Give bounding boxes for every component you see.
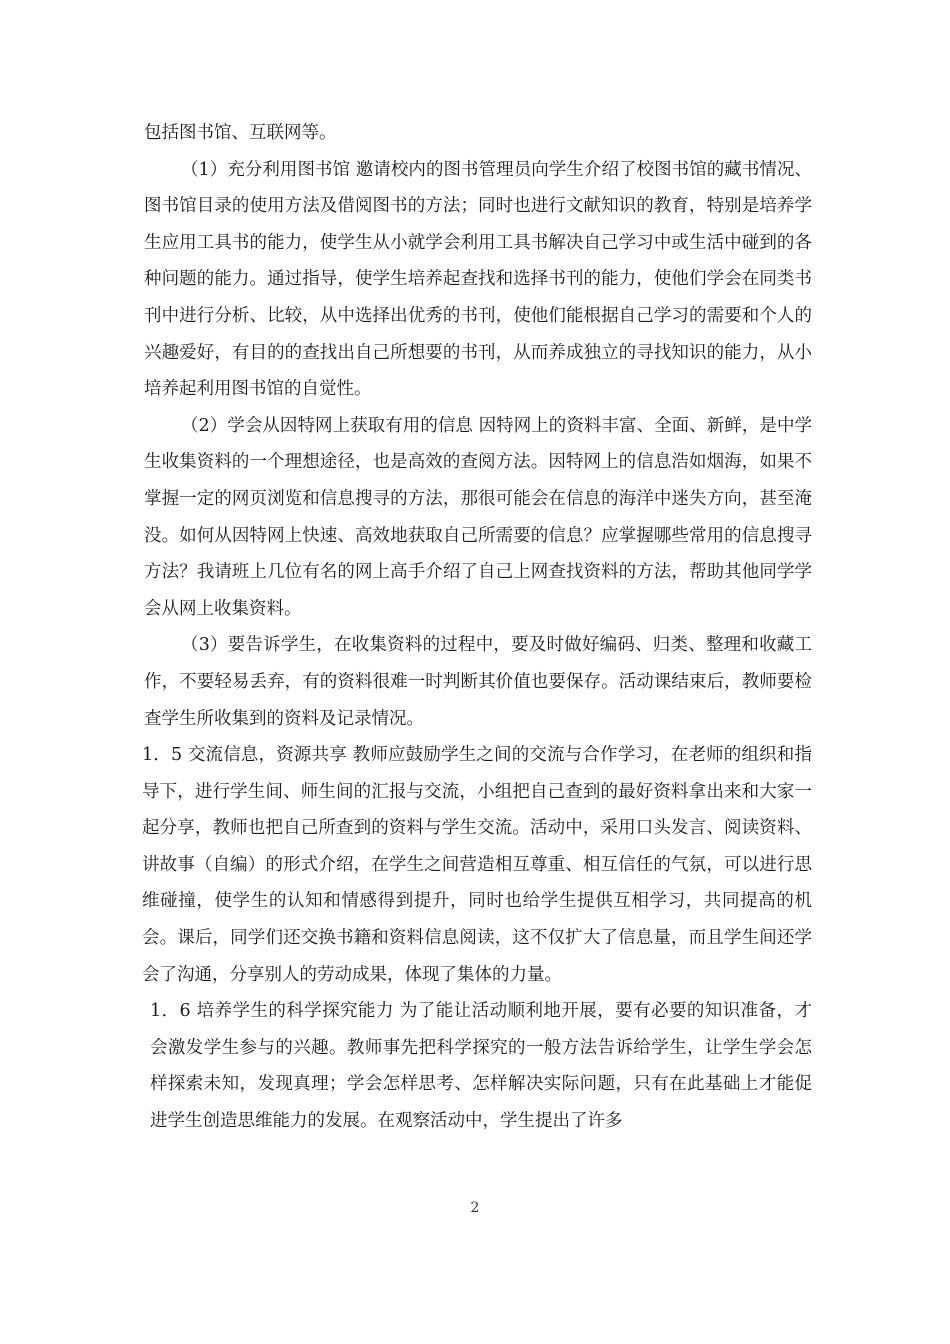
paragraph-continuation: 包括图书馆、互联网等。	[144, 123, 337, 143]
paragraph-archiving: （3）要告诉学生，在收集资料的过程中，要及时做好编码、归类、整理和收藏工作，不要轻易丢弃，有的资料很难一时判断其价值也要保存。活动课结束后，教师要检查学生所收集到的资料及记录情况。	[144, 635, 812, 729]
page-number: 2	[470, 1200, 480, 1216]
section-1-6: 1．6 培养学生的科学探究能力 为了能让活动顺利地开展，要有必要的知识准备，才会激发学生参与的兴趣。教师事先把科学探究的一般方法告诉给学生，让学生学会怎样探索未知，发现真理；学会怎样思考、怎样解决实际问题，只有在此基础上才能促进学生创造思维能力的发展。在观察活动中，学生提出了许多	[150, 1001, 812, 1132]
body-text	[144, 115, 812, 1140]
section-1-5: 1．5 交流信息，资源共享 教师应鼓励学生之间的交流与合作学习，在老师的组织和指导下，进行学生间、师生间的汇报与交流，小组把自己查到的最好资料拿出来和大家一起分享，教师也把自己所查到的资料与学生交流。活动中，采用口头发言、阅读资料、讲故事（自编）的形式介绍，在学生之间营造相互尊重、相互信任的气氛，可以进行思维碰撞，使学生的认知和情感得到提升，同时也给学生提供互相学习，共同提高的机会。课后，同学们还交换书籍和资料信息阅读，这不仅扩大了信息量，而且学生间还学会了沟通，分享别人的劳动成果，体现了集体的力量。	[142, 745, 812, 985]
paragraph-library: （1）充分利用图书馆 邀请校内的图书管理员向学生介绍了校图书馆的藏书情况、图书馆目录的使用方法及借阅图书的方法；同时也进行文献知识的教育，特别是培养学生应用工具书的能力，使学生从小就学会利用工具书解决自己学习中或生活中碰到的各种问题的能力。通过指导，使学生培养起查找和选择书刊的能力，使他们学会在同类书刊中进行分析、比较，从中选择出优秀的书刊，使他们能根据自己学习的需要和个人的兴趣爱好，有目的的查找出自己所想要的书刊，从而养成独立的寻找知识的能力，从小培养起利用图书馆的自觉性。	[144, 159, 812, 400]
paragraph-internet: （2）学会从因特网上获取有用的信息 因特网上的资料丰富、全面、新鲜，是中学生收集资料的一个理想途径，也是高效的查阅方法。因特网上的信息浩如烟海，如果不掌握一定的网页浏览和信息搜寻的方法，那很可能会在信息的海洋中迷失方向，甚至淹没。如何从因特网上快速、高效地获取自己所需要的信息？应掌握哪些常用的信息搜寻方法？我请班上几位有名的网上高手介绍了自己上网查找资料的方法，帮助其他同学学会从网上收集资料。	[144, 415, 812, 619]
